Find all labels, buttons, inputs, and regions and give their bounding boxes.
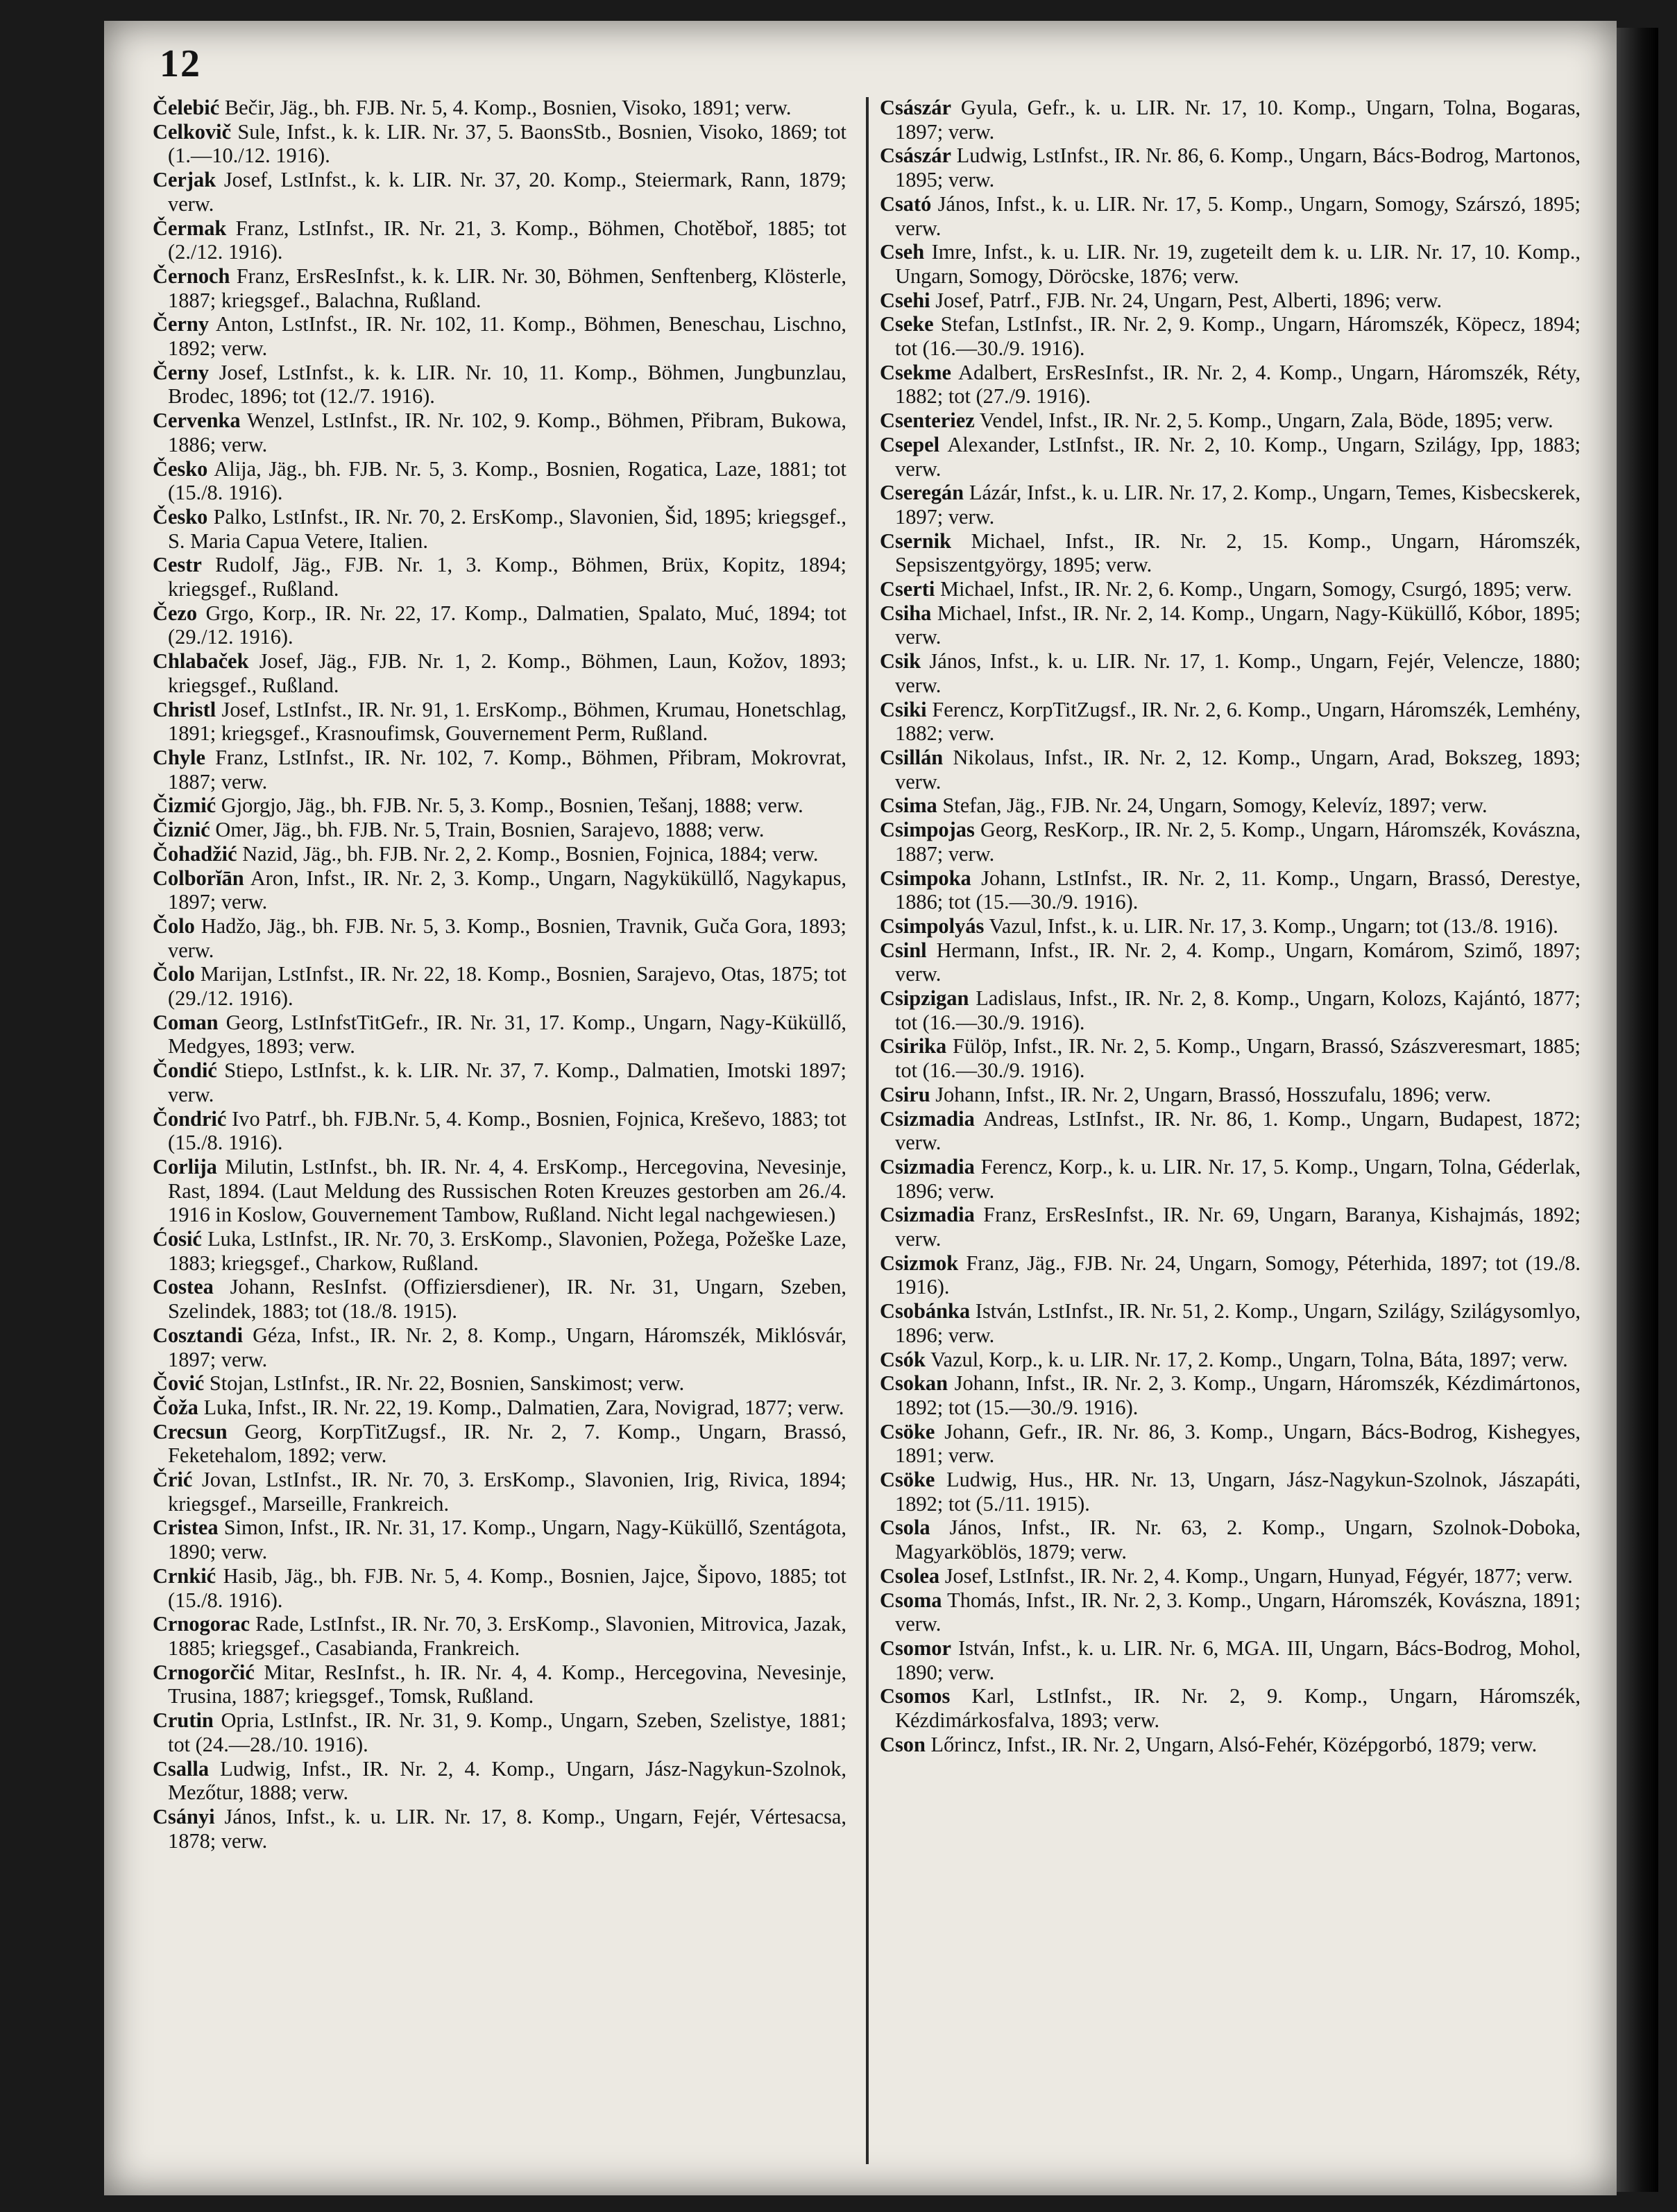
entry-surname: Costea	[153, 1275, 214, 1299]
entry-details: Thomás, Infst., IR. Nr. 2, 3. Komp., Ungarn, Háromszék, Kovászna, 1891; verw.	[895, 1588, 1581, 1636]
list-item	[880, 312, 1581, 360]
entry-surname: Csinl	[880, 938, 927, 962]
entry-surname: Csányi	[153, 1804, 215, 1828]
entry-details: János, Infst., IR. Nr. 63, 2. Komp., Ungarn, Szolnok-Doboka, Magyarköblös, 1879; verw.	[895, 1516, 1581, 1564]
list-item	[153, 842, 846, 866]
entry-details: Gyula, Gefr., k. u. LIR. Nr. 17, 10. Komp., Ungarn, Tolna, Bogaras, 1897; verw.	[895, 96, 1581, 144]
entry-details: Luka, LstInfst., IR. Nr. 70, 3. ErsKomp., Slavonien, Požega, Požeške Laze, 1883; kriegsgef., Charkow, Rußland.	[168, 1227, 846, 1275]
entry-surname: Čermak	[153, 216, 227, 240]
entry-details: Johann, Infst., IR. Nr. 2, Ungarn, Brassó, Hosszufalu, 1896; verw.	[935, 1082, 1491, 1106]
entry-details: Johann, Gefr., IR. Nr. 86, 3. Komp., Ungarn, Bács-Bodrog, Kishegyes, 1891; verw.	[895, 1419, 1581, 1468]
list-item	[153, 601, 846, 649]
entry-details: Lőrincz, Infst., IR. Nr. 2, Ungarn, Alsó-Fehér, Középgorbó, 1879; verw.	[930, 1732, 1538, 1756]
list-item	[153, 866, 846, 914]
entry-details: Georg, LstInfstTitGefr., IR. Nr. 31, 17. Komp., Ungarn, Nagy-Küküllő, Medgyes, 1893; verw.	[168, 1010, 846, 1058]
list-item	[880, 794, 1581, 818]
entry-surname: Chyle	[153, 745, 205, 769]
list-item	[880, 1155, 1581, 1203]
list-item	[153, 698, 846, 746]
entry-details: Hasib, Jäg., bh. FJB. Nr. 5, 4. Komp., Bosnien, Jajce, Šipovo, 1885; tot (15./8. 1916).	[168, 1563, 846, 1612]
entry-surname: Csolea	[880, 1563, 940, 1588]
entry-details: Alexander, LstInfst., IR. Nr. 2, 10. Komp., Ungarn, Szilágy, Ipp, 1883; verw.	[895, 432, 1581, 481]
list-item	[880, 96, 1581, 144]
entry-surname: Csöke	[880, 1468, 935, 1492]
entry-surname: Csenteriez	[880, 409, 975, 433]
list-item	[153, 553, 846, 601]
entry-details: János, Infst., k. u. LIR. Nr. 17, 8. Komp., Ungarn, Fejér, Vértesacsa, 1878; verw.	[168, 1804, 846, 1853]
entry-surname: Császár	[880, 96, 951, 119]
list-item	[153, 1155, 846, 1227]
entry-details: Josef, Patrf., FJB. Nr. 24, Ungarn, Pest, Alberti, 1896; verw.	[935, 288, 1442, 312]
entry-details: Gjorgjo, Jäg., bh. FJB. Nr. 5, 3. Komp., Bosnien, Tešanj, 1888; verw.	[221, 794, 803, 818]
list-item	[153, 1323, 846, 1371]
list-item	[153, 361, 846, 409]
list-item	[880, 746, 1581, 794]
entry-details: Hermann, Infst., IR. Nr. 2, 4. Komp., Ungarn, Komárom, Szimő, 1897; verw.	[895, 938, 1581, 986]
entry-details: Michael, Infst., IR. Nr. 2, 14. Komp., Ungarn, Nagy-Küküllő, Kóbor, 1895; verw.	[895, 601, 1581, 649]
list-item	[880, 577, 1581, 601]
entry-surname: Čelebić	[153, 96, 220, 119]
list-item	[880, 1733, 1581, 1757]
entry-details: István, Infst., k. u. LIR. Nr. 6, MGA. III, Ungarn, Bács-Bodrog, Mohol, 1890; verw.	[895, 1636, 1581, 1684]
entry-details: Ludwig, LstInfst., IR. Nr. 86, 6. Komp., Ungarn, Bács-Bodrog, Martonos, 1895; verw.	[895, 144, 1581, 192]
list-item	[153, 216, 846, 264]
list-item	[153, 1275, 846, 1323]
entry-surname: Csimpolyás	[880, 914, 985, 938]
entry-surname: Cosztandi	[153, 1323, 244, 1347]
entry-details: Bečir, Jäg., bh. FJB. Nr. 5, 4. Komp., Bosnien, Visoko, 1891; verw.	[224, 96, 792, 119]
entry-details: Alija, Jäg., bh. FJB. Nr. 5, 3. Komp., Bosnien, Rogatica, Laze, 1881; tot (15./8. 1916).	[168, 456, 846, 505]
book-spine-shadow	[1617, 28, 1658, 2192]
entry-details: Johann, Infst., IR. Nr. 2, 3. Komp., Ungarn, Háromszék, Kézdimártonos, 1892; tot (15.—30./9. 1916).	[895, 1371, 1581, 1419]
entry-details: Wenzel, LstInfst., IR. Nr. 102, 9. Komp., Böhmen, Přibram, Bukowa, 1886; verw.	[168, 409, 846, 456]
entry-details: Marijan, LstInfst., IR. Nr. 22, 18. Komp., Bosnien, Sarajevo, Otas, 1875; tot (29./12. 1916).	[168, 962, 846, 1011]
entry-surname: Cestr	[153, 553, 202, 577]
entry-details: Grgo, Korp., IR. Nr. 22, 17. Komp., Dalmatien, Spalato, Muć, 1894; tot (29./12. 1916).	[168, 601, 846, 649]
entry-details: Ferencz, Korp., k. u. LIR. Nr. 17, 5. Komp., Ungarn, Tolna, Géderlak, 1896; verw.	[895, 1154, 1581, 1203]
entry-surname: Celkovič	[153, 119, 232, 144]
list-item	[153, 1564, 846, 1612]
list-item	[880, 361, 1581, 409]
entry-details: Josef, LstInfst., IR. Nr. 2, 4. Komp., Ungarn, Hunyad, Fégyér, 1877; verw.	[944, 1563, 1573, 1588]
entry-details: Stefan, LstInfst., IR. Nr. 2, 9. Komp., Ungarn, Háromszék, Köpecz, 1894; tot (16.—30./9. 1916).	[895, 312, 1581, 361]
entry-surname: Černoch	[153, 264, 230, 288]
entry-surname: Csiha	[880, 601, 932, 625]
entry-details: Fülöp, Infst., IR. Nr. 2, 5. Komp., Ungarn, Brassó, Szászveresmart, 1885; tot (16.—30./9. 1916).	[895, 1034, 1581, 1083]
entry-surname: Črić	[153, 1468, 193, 1492]
list-item	[153, 1058, 846, 1106]
entry-details: Rudolf, Jäg., FJB. Nr. 1, 3. Komp., Böhmen, Brüx, Kopitz, 1894; kriegsgef., Rußland.	[168, 553, 846, 601]
entry-details: Adalbert, ErsResInfst., IR. Nr. 2, 4. Komp., Ungarn, Háromszék, Réty, 1882; tot (27./9. 1916).	[895, 360, 1581, 409]
entry-details: Milutin, LstInfst., bh. IR. Nr. 4, 4. ErsKomp., Hercegovina, Nevesinje, Rast, 1894. (Laut Meldung des Russischen Roten Kreuzes gestorben am 26./4. 1916 in Koslow, Gouvernement Tambow, Rußland. Nicht legal nachgewiesen.)	[168, 1154, 846, 1227]
list-item	[153, 1612, 846, 1660]
entry-details: Stiepo, LstInfst., k. k. LIR. Nr. 37, 7. Komp., Dalmatien, Imotski 1897; verw.	[168, 1058, 846, 1106]
list-item	[880, 866, 1581, 914]
entry-surname: Cerjak	[153, 168, 216, 192]
list-item	[153, 264, 846, 312]
entry-surname: Cson	[880, 1732, 926, 1756]
page-number: 12	[160, 42, 201, 85]
list-item	[153, 962, 846, 1010]
entry-surname: Csizmadia	[880, 1106, 975, 1131]
entry-details: Imre, Infst., k. u. LIR. Nr. 19, zugeteilt dem k. u. LIR. Nr. 17, 10. Komp., Ungarn, Somogy, Döröcske, 1876; verw.	[895, 240, 1581, 288]
entry-surname: Crnogorac	[153, 1612, 250, 1636]
entry-details: Karl, LstInfst., IR. Nr. 2, 9. Komp., Ungarn, Háromszék, Kézdimárkosfalva, 1893; verw.	[895, 1684, 1581, 1733]
entry-details: Lázár, Infst., k. u. LIR. Nr. 17, 2. Komp., Ungarn, Temes, Kisbecskerek, 1897; verw.	[895, 481, 1581, 529]
entry-surname: Čohadžić	[153, 841, 237, 866]
entry-details: Johann, ResInfst. (Offiziersdiener), IR. Nr. 31, Ungarn, Szeben, Szelindek, 1883; tot (18./8. 1915).	[168, 1275, 846, 1323]
entry-surname: Čolo	[153, 914, 195, 938]
entry-surname: Csima	[880, 794, 937, 818]
list-item	[880, 1371, 1581, 1419]
entry-surname: Csomos	[880, 1684, 951, 1708]
entry-details: Franz, Jäg., FJB. Nr. 24, Ungarn, Somogy, Péterhida, 1897; tot (19./8. 1916).	[895, 1251, 1581, 1299]
entry-details: Georg, ResKorp., IR. Nr. 2, 5. Komp., Ungarn, Háromszék, Kovászna, 1887; verw.	[895, 818, 1581, 866]
entry-surname: Čondić	[153, 1058, 217, 1083]
list-item	[880, 938, 1581, 986]
entry-details: Stefan, Jäg., FJB. Nr. 24, Ungarn, Somogy, Kelevíz, 1897; verw.	[942, 794, 1488, 818]
list-item	[880, 1348, 1581, 1372]
entry-surname: Csimpojas	[880, 818, 975, 842]
entry-surname: Čezo	[153, 601, 198, 625]
entry-details: Vazul, Korp., k. u. LIR. Nr. 17, 2. Komp., Ungarn, Tolna, Báta, 1897; verw.	[930, 1347, 1568, 1371]
entry-details: Palko, LstInfst., IR. Nr. 70, 2. ErsKomp., Slavonien, Šid, 1895; kriegsgef., S. Maria Capua Vetere, Italien.	[168, 504, 846, 553]
entry-surname: Csirika	[880, 1034, 947, 1058]
entry-surname: Cserti	[880, 577, 935, 601]
entry-surname: Csehi	[880, 288, 930, 312]
list-item	[880, 1564, 1581, 1588]
entry-details: Nikolaus, Infst., IR. Nr. 2, 12. Komp., Ungarn, Arad, Bokszeg, 1893; verw.	[895, 745, 1581, 794]
list-item	[880, 1684, 1581, 1732]
list-item	[880, 914, 1581, 938]
entry-surname: Čiznić	[153, 818, 210, 842]
list-item	[880, 698, 1581, 746]
entry-surname: Csató	[880, 191, 932, 216]
list-item	[153, 1107, 846, 1155]
list-item	[153, 1805, 846, 1853]
entry-details: Josef, LstInfst., k. k. LIR. Nr. 10, 11. Komp., Böhmen, Jungbunzlau, Brodec, 1896; tot (12./7. 1916).	[168, 360, 846, 409]
list-item	[153, 312, 846, 360]
entry-details: Franz, ErsResInfst., IR. Nr. 69, Ungarn, Baranya, Kishajmás, 1892; verw.	[895, 1203, 1581, 1251]
entry-details: Luka, Infst., IR. Nr. 22, 19. Komp., Dalmatien, Zara, Novigrad, 1877; verw.	[203, 1395, 844, 1419]
entry-details: Rade, LstInfst., IR. Nr. 70, 3. ErsKomp., Slavonien, Mitrovica, Jazak, 1885; kriegsgef., Casabianda, Frankreich.	[168, 1612, 846, 1660]
list-item	[880, 240, 1581, 288]
entry-surname: Csekme	[880, 360, 951, 384]
list-item	[880, 1203, 1581, 1251]
entry-surname: Csepel	[880, 432, 940, 456]
entry-surname: Crnkić	[153, 1563, 216, 1588]
entry-surname: Cseregán	[880, 481, 964, 505]
entry-surname: Csalla	[153, 1756, 210, 1781]
entry-details: Vazul, Infst., k. u. LIR. Nr. 17, 3. Komp., Ungarn; tot (13./8. 1916).	[989, 914, 1558, 938]
entry-details: Jovan, LstInfst., IR. Nr. 70, 3. ErsKomp., Slavonien, Irig, Rivica, 1894; kriegsgef., Marseille, Frankreich.	[168, 1468, 846, 1516]
entry-surname: Csiru	[880, 1082, 930, 1106]
list-item	[153, 1757, 846, 1805]
document-page	[104, 21, 1617, 2195]
list-item	[153, 1227, 846, 1275]
entry-details: Ludwig, Infst., IR. Nr. 2, 4. Komp., Ungarn, Jász-Nagykun-Szolnok, Mezőtur, 1888; verw.	[168, 1756, 846, 1805]
entry-details: Ivo Patrf., bh. FJB.Nr. 5, 4. Komp., Bosnien, Fojnica, Kreševo, 1883; tot (15./8. 1916).	[168, 1106, 846, 1155]
entry-details: János, Infst., k. u. LIR. Nr. 17, 1. Komp., Ungarn, Fejér, Velencze, 1880; verw.	[895, 649, 1581, 697]
list-item	[153, 794, 846, 818]
entry-surname: Čoža	[153, 1395, 198, 1419]
entry-details: János, Infst., k. u. LIR. Nr. 17, 5. Komp., Ungarn, Somogy, Szárszó, 1895; verw.	[895, 191, 1581, 240]
list-item	[153, 1708, 846, 1756]
entry-surname: Corlija	[153, 1154, 217, 1178]
entry-surname: Csimpoka	[880, 866, 971, 890]
list-item	[880, 529, 1581, 577]
list-item	[153, 746, 846, 794]
entry-details: Géza, Infst., IR. Nr. 2, 8. Komp., Ungarn, Háromszék, Miklósvár, 1897; verw.	[168, 1323, 846, 1371]
entry-surname: Česko	[153, 504, 208, 529]
list-item	[880, 1636, 1581, 1684]
entry-surname: Crnogorčić	[153, 1660, 255, 1684]
list-item	[153, 120, 846, 168]
entry-details: Aron, Infst., IR. Nr. 2, 3. Komp., Ungarn, Nagyküküllő, Nagykapus, 1897; verw.	[168, 866, 846, 914]
list-item	[880, 818, 1581, 866]
entry-surname: Ćosić	[153, 1227, 202, 1251]
list-item	[153, 1516, 846, 1563]
list-item	[153, 1011, 846, 1058]
entry-surname: Černy	[153, 312, 210, 336]
entry-surname: Csöke	[880, 1419, 935, 1443]
entry-details: István, LstInfst., IR. Nr. 51, 2. Komp., Ungarn, Szilágy, Szilágysomlyo, 1896; verw.	[895, 1299, 1581, 1347]
list-item	[880, 409, 1581, 433]
entry-surname: Čolo	[153, 962, 195, 986]
list-item	[880, 1083, 1581, 1107]
entry-details: Josef, LstInfst., k. k. LIR. Nr. 37, 20. Komp., Steiermark, Rann, 1879; verw.	[168, 168, 846, 216]
entry-details: Anton, LstInfst., IR. Nr. 102, 11. Komp., Böhmen, Beneschau, Lischno, 1892; verw.	[168, 312, 846, 361]
entry-details: Josef, Jäg., FJB. Nr. 1, 2. Komp., Böhmen, Laun, Kožov, 1893; kriegsgef., Rußland.	[168, 649, 846, 697]
entry-details: Franz, LstInfst., IR. Nr. 21, 3. Komp., Böhmen, Chotěboř, 1885; tot (2./12. 1916).	[168, 216, 846, 264]
entry-surname: Colborĭān	[153, 866, 244, 890]
list-item	[880, 1468, 1581, 1516]
entry-details: Opria, LstInfst., IR. Nr. 31, 9. Komp., Ungarn, Szeben, Szelistye, 1881; tot (24.—28./10. 1916).	[168, 1708, 846, 1756]
entry-details: Andreas, LstInfst., IR. Nr. 86, 1. Komp., Ungarn, Budapest, 1872; verw.	[895, 1106, 1581, 1155]
list-item	[880, 1299, 1581, 1347]
entry-surname: Csernik	[880, 529, 951, 553]
entry-details: Michael, Infst., IR. Nr. 2, 15. Komp., Ungarn, Háromszék, Sepsiszentgyörgy, 1895; verw.	[895, 529, 1581, 577]
list-item	[153, 1396, 846, 1420]
entry-details: Stojan, LstInfst., IR. Nr. 22, Bosnien, Sanskimost; verw.	[209, 1371, 685, 1396]
entry-surname: Cristea	[153, 1516, 219, 1540]
list-item	[880, 1588, 1581, 1636]
entry-surname: Csola	[880, 1516, 930, 1540]
list-item	[153, 914, 846, 962]
entry-surname: Csomor	[880, 1636, 951, 1660]
list-item	[880, 986, 1581, 1034]
entry-surname: Christl	[153, 697, 216, 721]
entry-surname: Csizmadia	[880, 1154, 975, 1178]
list-item	[880, 289, 1581, 313]
entry-details: Josef, LstInfst., IR. Nr. 91, 1. ErsKomp., Böhmen, Krumau, Honetschlag, 1891; kriegsgef., Krasnoufimsk, Gouvernement Perm, Rußland.	[168, 697, 846, 746]
entry-details: Johann, LstInfst., IR. Nr. 2, 11. Komp., Ungarn, Brassó, Derestye, 1886; tot (15.—30./9. 1916).	[895, 866, 1581, 914]
list-item	[153, 1420, 846, 1468]
entry-details: Ladislaus, Infst., IR. Nr. 2, 8. Komp., Ungarn, Kolozs, Kajántó, 1877; tot (16.—30./9. 1916).	[895, 986, 1581, 1034]
entry-surname: Coman	[153, 1010, 219, 1034]
list-item	[153, 1468, 846, 1516]
entry-details: Nazid, Jäg., bh. FJB. Nr. 2, 2. Komp., Bosnien, Fojnica, 1884; verw.	[242, 841, 819, 866]
entry-details: Ferencz, KorpTitZugsf., IR. Nr. 2, 6. Komp., Ungarn, Háromszék, Lemhény, 1882; verw.	[895, 697, 1581, 746]
list-item	[880, 1251, 1581, 1299]
entry-details: Simon, Infst., IR. Nr. 31, 17. Komp., Ungarn, Nagy-Küküllő, Szentágota, 1890; verw.	[168, 1516, 846, 1564]
entry-surname: Černy	[153, 360, 210, 384]
entry-details: Vendel, Infst., IR. Nr. 2, 5. Komp., Ungarn, Zala, Böde, 1895; verw.	[979, 409, 1553, 433]
column-divider	[866, 97, 869, 2164]
entry-surname: Čondrić	[153, 1106, 227, 1131]
entry-surname: Cervenka	[153, 409, 241, 433]
list-item	[153, 409, 846, 456]
list-item	[880, 1107, 1581, 1155]
left-column	[153, 96, 846, 1853]
list-item	[153, 818, 846, 842]
list-item	[153, 457, 846, 505]
entry-surname: Csipzigan	[880, 986, 969, 1011]
list-item	[153, 505, 846, 553]
list-item	[880, 433, 1581, 481]
list-item	[880, 649, 1581, 697]
entry-surname: Crecsun	[153, 1419, 228, 1443]
list-item	[880, 1516, 1581, 1563]
entry-surname: Csillán	[880, 745, 944, 769]
list-item	[153, 96, 846, 120]
entry-details: Hadžo, Jäg., bh. FJB. Nr. 5, 3. Komp., Bosnien, Travnik, Guča Gora, 1893; verw.	[168, 914, 846, 962]
list-item	[880, 481, 1581, 529]
entry-surname: Česko	[153, 456, 208, 481]
list-item	[153, 649, 846, 697]
entry-surname: Csizmadia	[880, 1203, 975, 1227]
entry-surname: Csiki	[880, 697, 927, 721]
entry-details: Mitar, ResInfst., h. IR. Nr. 4, 4. Komp., Hercegovina, Nevesinje, Trusina, 1887; kriegsgef., Tomsk, Rußland.	[168, 1660, 846, 1708]
entry-surname: Csik	[880, 649, 921, 674]
list-item	[880, 192, 1581, 240]
right-column	[880, 96, 1581, 1757]
entry-surname: Csobánka	[880, 1299, 971, 1323]
list-item	[880, 1034, 1581, 1082]
list-item	[880, 1420, 1581, 1468]
entry-surname: Čović	[153, 1371, 205, 1396]
entry-surname: Cseh	[880, 240, 925, 264]
entry-details: Franz, LstInfst., IR. Nr. 102, 7. Komp., Böhmen, Přibram, Mokrovrat, 1887; verw.	[168, 745, 846, 794]
list-item	[153, 1371, 846, 1396]
entry-surname: Csizmok	[880, 1251, 959, 1275]
entry-details: Ludwig, Hus., HR. Nr. 13, Ungarn, Jász-Nagykun-Szolnok, Jászapáti, 1892; tot (5./11. 1915).	[895, 1468, 1581, 1516]
list-item	[880, 601, 1581, 649]
entry-details: Sule, Infst., k. k. LIR. Nr. 37, 5. BaonsStb., Bosnien, Visoko, 1869; tot (1.—10./12. 1916).	[168, 119, 846, 168]
entry-details: Omer, Jäg., bh. FJB. Nr. 5, Train, Bosnien, Sarajevo, 1888; verw.	[215, 818, 765, 842]
entry-details: Georg, KorpTitZugsf., IR. Nr. 2, 7. Komp., Ungarn, Brassó, Feketehalom, 1892; verw.	[168, 1419, 846, 1468]
entry-surname: Császár	[880, 144, 951, 168]
list-item	[153, 168, 846, 216]
entry-surname: Crutin	[153, 1708, 214, 1733]
entry-surname: Csoma	[880, 1588, 942, 1612]
entry-details: Michael, Infst., IR. Nr. 2, 6. Komp., Ungarn, Somogy, Csurgó, 1895; verw.	[939, 577, 1572, 601]
entry-surname: Cseke	[880, 312, 934, 336]
entry-surname: Čizmić	[153, 794, 216, 818]
entry-details: Franz, ErsResInfst., k. k. LIR. Nr. 30, Böhmen, Senftenberg, Klösterle, 1887; kriegsgef., Balachna, Rußland.	[168, 264, 846, 312]
entry-surname: Chlabaček	[153, 649, 249, 674]
entry-surname: Csokan	[880, 1371, 948, 1396]
entry-surname: Csók	[880, 1347, 926, 1371]
list-item	[880, 144, 1581, 191]
list-item	[153, 1661, 846, 1708]
